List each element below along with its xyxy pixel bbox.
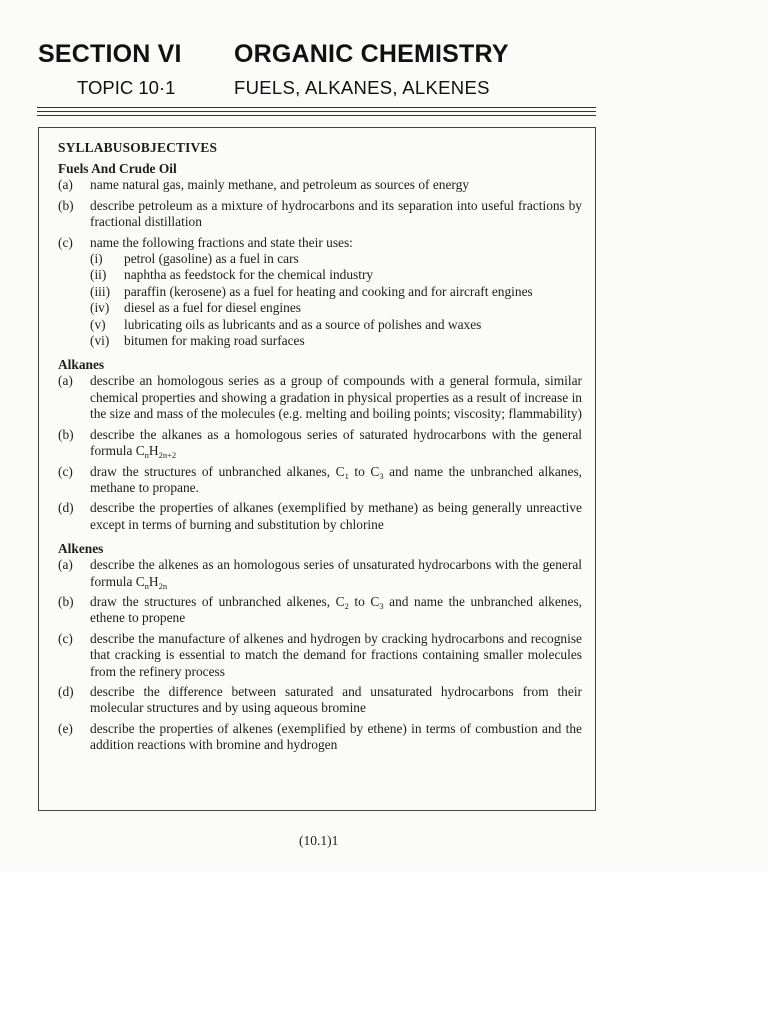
alkanes-objective-b: (b) describe the alkanes as a homologous series of saturated hydrocarbons with the general formula $C_nH_{2n+2}$ [58,426,582,461]
alkenes-objective-a: (a) describe the alkenes as an homologous series of unsaturated hydrocarbons with the general formula $C_nH_{2n}$ [58,557,582,591]
alkanes-objective-c: (c) draw the structures of unbranched alkanes, $C_1$ to $C_3$ and name the unbranched alkanes, methane to propane. [58,463,583,495]
topic-label: TOPIC 10·1 [77,77,176,98]
fraction-item: (vi) bitumen for making road surfaces [90,333,305,349]
alkanes-objective-d: (d) describe the properties of alkanes (exemplified by methane) as being generally unreactive except in terms of burning and substitution by chlorine [58,500,582,532]
fuels-heading: Fuels And Crude Oil [58,161,177,177]
fraction-item: (i) petrol (gasoline) as a fuel in cars [90,251,299,267]
syllabus-objectives-box [38,127,596,811]
alkenes-objective-c: (c) describe the manufacture of alkenes and hydrogen by cracking hydrocarbons and recognise that cracking is essential to match the demand for fractions containing smaller molecules from the refinery process [58,630,582,679]
objectives-title: SYLLABUSOBJECTIVES [58,140,218,155]
alkenes-objective-b: (b) draw the structures of unbranched alkenes, $C_2$ to $C_3$ and name the unbranched alkenes, ethene to propene [58,593,583,626]
section-title: ORGANIC CHEMISTRY [234,40,509,68]
fraction-item: (iv) diesel as a fuel for diesel engines [90,300,301,316]
page-number: (10.1)1 [299,833,339,848]
fuels-objective-a: (a) name natural gas, mainly methane, and petroleum as sources of energy [58,177,470,193]
fuels-objective-c: (c) name the following fractions and state their uses: [58,234,353,250]
alkenes-objective-e: (e) describe the properties of alkenes (exemplified by ethene) in terms of combustion and the addition reactions with bromine and hydrogen [58,720,582,753]
alkenes-heading: Alkenes [58,541,104,557]
fraction-item: (v) lubricating oils as lubricants and as a source of polishes and waxes [90,316,482,332]
header-rule-bottom [37,115,596,116]
header-rule-middle [37,111,596,112]
fraction-item: (iii) paraffin (kerosene) as a fuel for heating and cooking and for aircraft engines [90,283,533,299]
fraction-item: (ii) naphtha as feedstock for the chemical industry [90,267,374,283]
alkenes-objective-d: (d) describe the difference between saturated and unsaturated hydrocarbons from their molecular structures and by using aqueous bromine [58,683,582,716]
header-rule-top [37,107,596,108]
alkanes-heading: Alkanes [58,357,105,373]
alkanes-objective-a: (a) describe an homologous series as a group of compounds with a general formula, similar chemical properties and showing a gradation in physical properties as a result of increase in the size and mass of the molecules (e.g. melting and boiling points; viscosity; flammability) [58,373,583,422]
section-label: SECTION VI [38,40,182,68]
topic-title: FUELS, ALKANES, ALKENES [234,77,490,98]
fuels-objective-b: (b) describe petroleum as a mixture of hydrocarbons and its separation into useful fractions by fractional distillation [58,197,582,230]
objectives-content [58,140,582,754]
